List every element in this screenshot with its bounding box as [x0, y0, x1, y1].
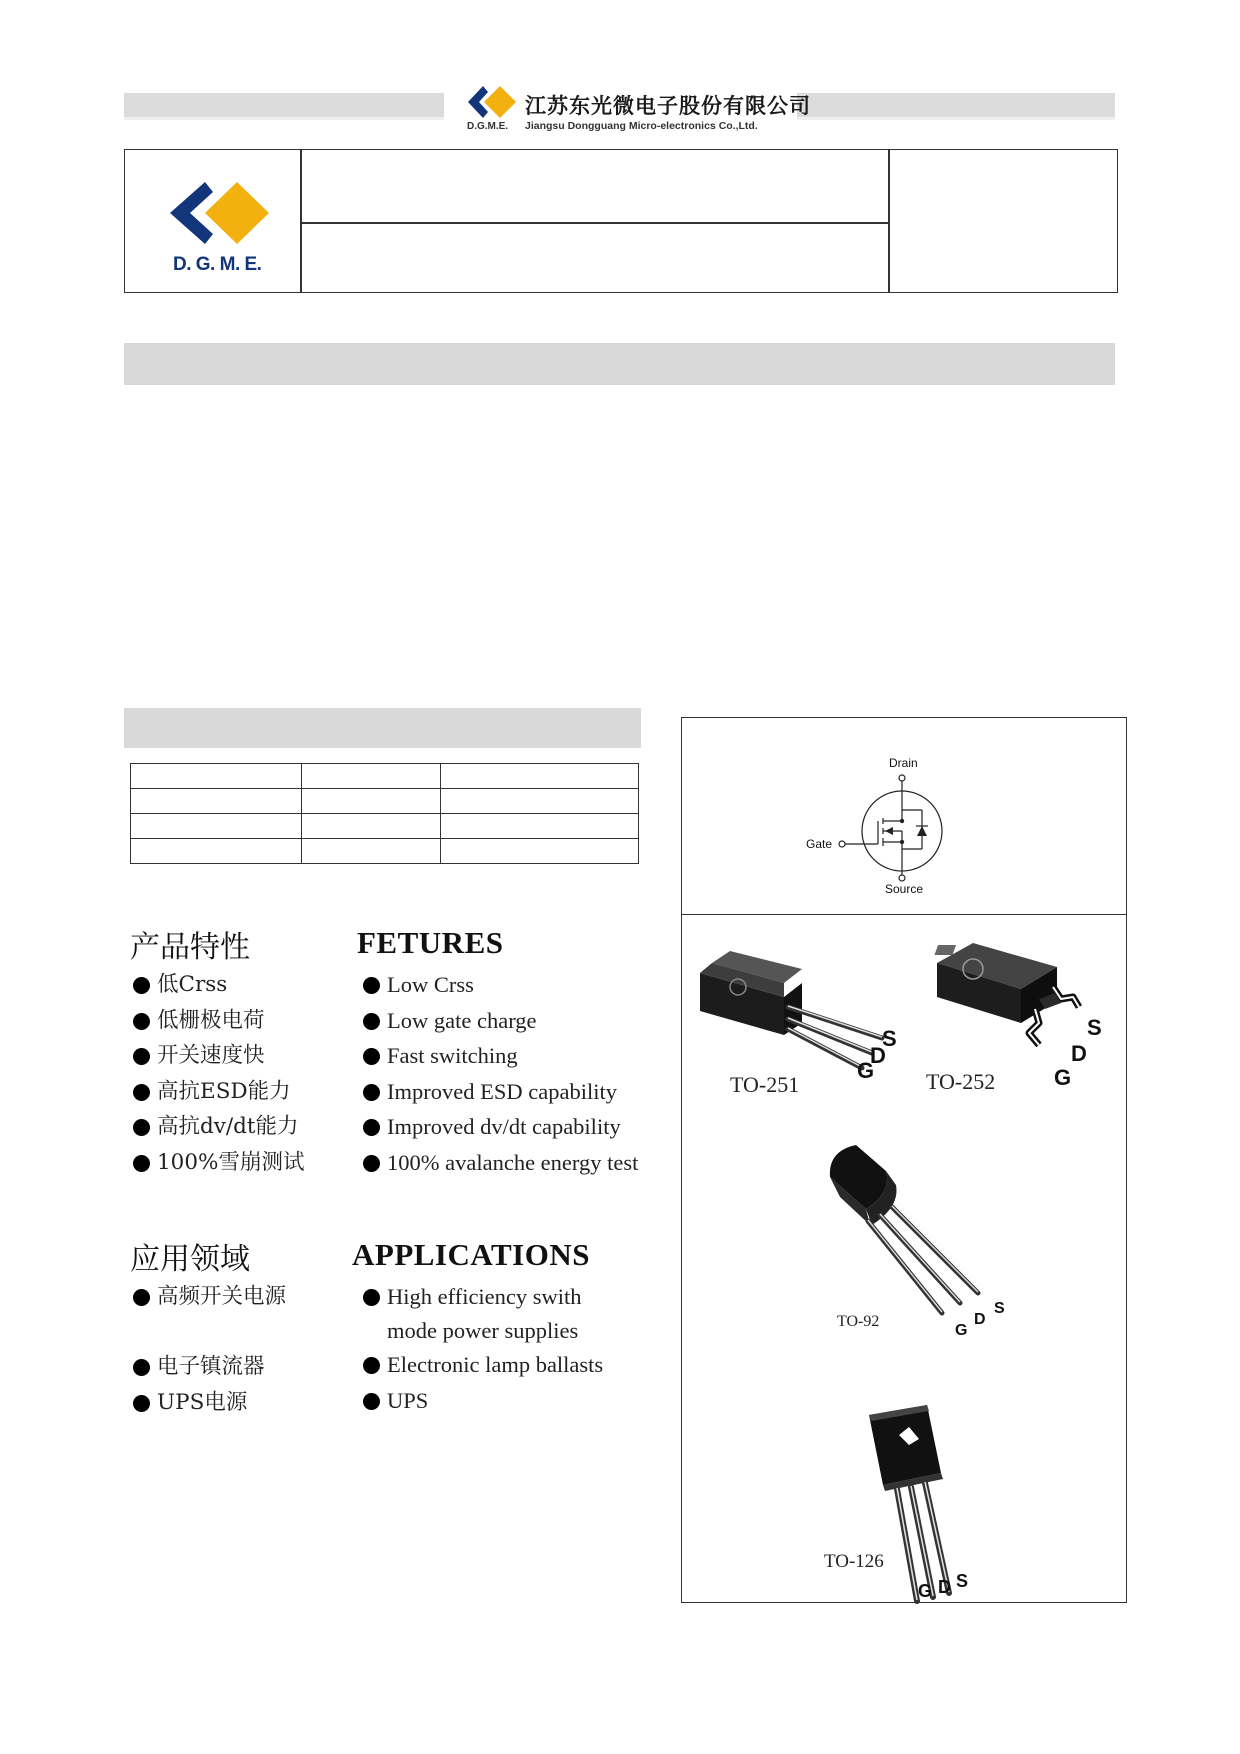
- title-box-divider: [300, 150, 302, 292]
- list-item: Low gate charge: [361, 1003, 638, 1039]
- bullet-icon: [133, 1395, 150, 1412]
- bullet-icon: [363, 1393, 380, 1410]
- bullet-icon: [133, 1359, 150, 1376]
- drain-label: Drain: [889, 756, 918, 770]
- table-row: [131, 789, 639, 814]
- table-row: [131, 764, 639, 789]
- list-item: 低栅极电荷: [131, 1003, 304, 1039]
- header-band-right: [797, 93, 1115, 120]
- applications-list-cn-2: [131, 1349, 265, 1420]
- header-band-left: [124, 93, 444, 120]
- to92-pin-g: G: [955, 1322, 968, 1339]
- company-name-cn: 江苏东光微电子股份有限公司: [525, 93, 811, 118]
- packages-panel: [681, 914, 1127, 1603]
- gate-label: Gate: [806, 837, 833, 851]
- to251-pin-g: G: [857, 1058, 875, 1083]
- company-logo-icon: [466, 84, 516, 120]
- to126-pin-d: D: [938, 1577, 951, 1597]
- param-table-bar: [124, 708, 641, 748]
- list-item: 低Crss: [131, 967, 304, 1003]
- bullet-icon: [363, 1084, 380, 1101]
- to251-label: TO-251: [730, 1072, 800, 1097]
- list-item: High efficiency swith: [361, 1279, 603, 1315]
- param-table: [130, 763, 639, 864]
- to92-pin-d: D: [974, 1311, 986, 1328]
- features-heading-cn: 产品特性: [130, 930, 250, 965]
- to126-pin-s: S: [956, 1571, 969, 1591]
- to126-pin-g: G: [918, 1581, 933, 1601]
- dgme-logo-icon: [165, 180, 271, 246]
- applications-list-en: [361, 1279, 603, 1418]
- list-item: 电子镇流器: [131, 1349, 265, 1385]
- list-item: 100%雪崩测试: [131, 1145, 304, 1181]
- bullet-icon: [133, 1119, 150, 1136]
- title-box-divider: [888, 150, 890, 292]
- features-heading-en: FETURES: [357, 925, 504, 960]
- list-item: 高频开关电源: [131, 1279, 286, 1315]
- bullet-icon: [363, 1119, 380, 1136]
- features-list-cn: [131, 967, 304, 1180]
- company-name-en: Jiangsu Dongguang Micro-electronics Co.,Ltd.: [525, 120, 758, 132]
- applications-heading-cn: 应用领域: [130, 1242, 250, 1277]
- list-item: UPS电源: [131, 1385, 265, 1421]
- applications-heading-en: APPLICATIONS: [352, 1237, 590, 1272]
- features-list-en: [361, 967, 638, 1180]
- to92-package-icon: [810, 1137, 1010, 1327]
- bullet-icon: [363, 1048, 380, 1065]
- list-item: 高抗ESD能力: [131, 1074, 304, 1110]
- list-item: 开关速度快: [131, 1038, 304, 1074]
- list-item: Improved ESD capability: [361, 1074, 638, 1110]
- bullet-icon: [133, 1155, 150, 1172]
- logo-text: D. G. M. E.: [173, 254, 262, 275]
- list-item: 高抗dv/dt能力: [131, 1109, 304, 1145]
- applications-list-cn: [131, 1279, 286, 1315]
- bullet-icon: [133, 1084, 150, 1101]
- title-box: [124, 149, 1118, 293]
- section-bar: [124, 343, 1115, 385]
- company-abbr: D.G.M.E.: [467, 121, 509, 132]
- to252-pin-g: G: [1054, 1065, 1072, 1090]
- table-row: [131, 814, 639, 839]
- title-box-divider: [301, 222, 889, 224]
- to252-pin-s: S: [1087, 1015, 1102, 1040]
- source-label: Source: [885, 882, 924, 896]
- to126-label: TO-126: [824, 1551, 884, 1572]
- to251-pin-s: S: [882, 1026, 897, 1051]
- to92-label: TO-92: [837, 1313, 880, 1330]
- bullet-icon: [363, 1013, 380, 1030]
- list-item-continued: mode power supplies: [387, 1317, 579, 1343]
- list-item: UPS: [361, 1383, 603, 1419]
- bullet-icon: [133, 1013, 150, 1030]
- bullet-icon: [133, 977, 150, 994]
- symbol-panel: [681, 717, 1127, 916]
- list-item: Improved dv/dt capability: [361, 1109, 638, 1145]
- table-row: [131, 839, 639, 864]
- to252-pin-d: D: [1071, 1041, 1087, 1066]
- to251-pin-d: D: [870, 1043, 886, 1068]
- bullet-icon: [363, 1357, 380, 1374]
- to92-pin-s: S: [994, 1300, 1005, 1317]
- list-item: Fast switching: [361, 1038, 638, 1074]
- to252-package-icon: [927, 937, 1117, 1077]
- bullet-icon: [363, 1155, 380, 1172]
- bullet-icon: [133, 1289, 150, 1306]
- list-item: Electronic lamp ballasts: [361, 1347, 603, 1383]
- bullet-icon: [133, 1048, 150, 1065]
- bullet-icon: [363, 977, 380, 994]
- list-item: 100% avalanche energy test: [361, 1145, 638, 1181]
- bullet-icon: [363, 1289, 380, 1306]
- to252-label: TO-252: [926, 1069, 996, 1094]
- list-item: Low Crss: [361, 967, 638, 1003]
